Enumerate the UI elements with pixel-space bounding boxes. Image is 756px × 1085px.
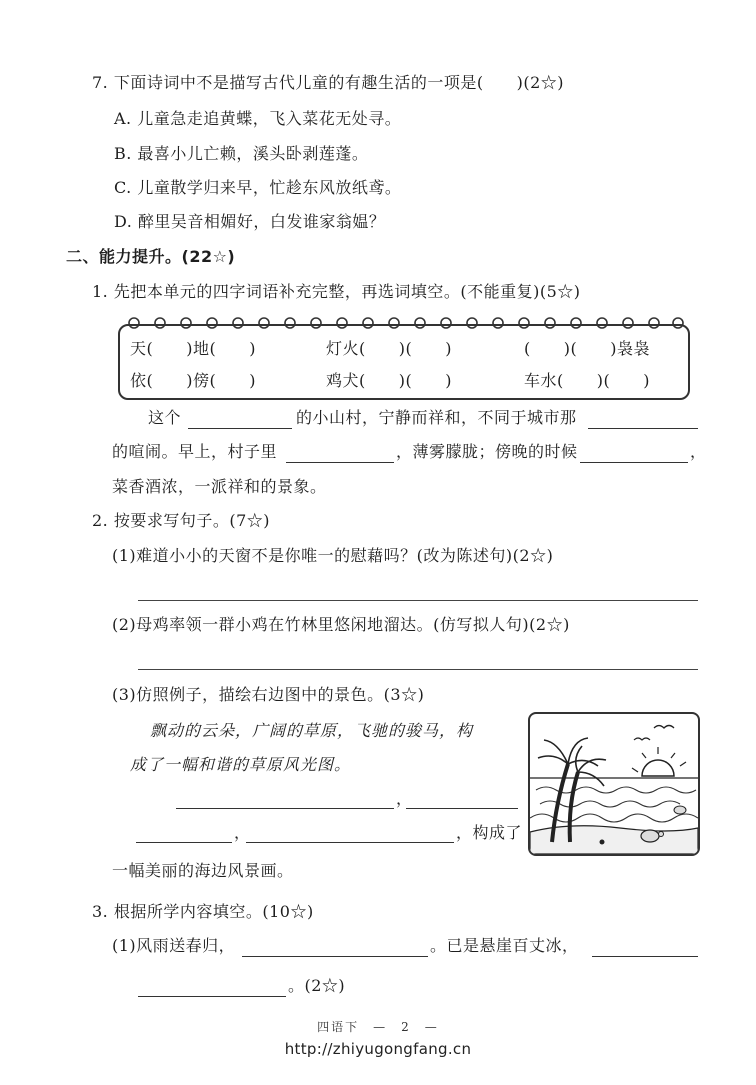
answer-line[interactable]	[176, 808, 394, 809]
answer-line[interactable]	[580, 462, 688, 463]
q2-end: 一幅美丽的海边风景画。	[112, 861, 294, 880]
q2-example: 飘动的云朵，广阔的草原，飞驰的骏马，构	[150, 721, 474, 740]
q2-comma: ，	[396, 789, 413, 808]
word-blank-2: 灯火( )( )	[326, 339, 452, 358]
answer-line[interactable]	[246, 842, 454, 843]
q1-para-text: 的喧闹。早上，村子里	[112, 442, 278, 461]
q3-sub1-text: 。已是悬崖百丈冰，	[430, 936, 579, 955]
spiral-rings-icon	[126, 314, 686, 332]
q7-option-a: A. 儿童急走追黄蝶，飞入菜花无处寻。	[114, 109, 402, 128]
word-blank-5: 鸡犬( )( )	[326, 371, 452, 390]
q3-stem: 3. 根据所学内容填空。(10☆)	[92, 902, 314, 921]
answer-line[interactable]	[136, 842, 232, 843]
answer-line[interactable]	[588, 428, 698, 429]
q2-sub1: (1)难道小小的天窗不是你唯一的慰藉吗？(改为陈述句)(2☆)	[112, 546, 554, 565]
q7-option-c: C. 儿童散学归来早，忙趁东风放纸鸢。	[114, 178, 402, 197]
spiral-binding	[126, 314, 686, 332]
q1-para-text: 的小山村，宁静而祥和，不同于城市那	[296, 408, 577, 427]
seaside-scene-icon	[530, 714, 698, 854]
q1-para-text: ，薄雾朦胧；傍晚的时候	[396, 442, 578, 461]
section-heading: 二、能力提升。(22☆)	[66, 247, 236, 266]
q2-tail: ，构成了	[456, 823, 523, 842]
seaside-illustration	[528, 712, 700, 856]
word-blank-1: 天( )地( )	[130, 339, 256, 358]
answer-line[interactable]	[406, 808, 518, 809]
q7-option-d: D. 醉里吴音相媚好，白发谁家翁媪？	[114, 212, 386, 231]
q3-sub1-text: 。(2☆)	[288, 976, 346, 995]
q2-sub2: (2)母鸡率领一群小鸡在竹林里悠闲地溜达。(仿写拟人句)(2☆)	[112, 615, 570, 634]
answer-line[interactable]	[242, 956, 428, 957]
q1-para-text: 这个	[148, 408, 182, 427]
answer-line[interactable]	[138, 996, 286, 997]
answer-line[interactable]	[286, 462, 394, 463]
q2-sub3: (3)仿照例子，描绘右边图中的景色。(3☆)	[112, 685, 425, 704]
q1-para-text: 菜香酒浓，一派祥和的景象。	[112, 477, 327, 496]
q3-sub1-text: (1)风雨送春归，	[112, 936, 236, 955]
q7-stem: 7. 下面诗词中不是描写古代儿童的有趣生活的一项是( )(2☆)	[92, 73, 565, 92]
answer-line[interactable]	[138, 600, 698, 601]
q1-para-text: ，	[690, 442, 707, 461]
answer-line[interactable]	[188, 428, 292, 429]
q1-stem: 1. 先把本单元的四字词语补充完整，再选词填空。(不能重复)(5☆)	[92, 282, 581, 301]
q2-stem: 2. 按要求写句子。(7☆)	[92, 511, 271, 530]
watermark-url: http://zhiyugongfang.cn	[284, 1040, 472, 1058]
answer-line[interactable]	[138, 669, 698, 670]
answer-line[interactable]	[592, 956, 698, 957]
word-blank-4: 依( )傍( )	[130, 371, 256, 390]
q2-example: 成了一幅和谐的草原风光图。	[130, 755, 352, 774]
q7-option-b: B. 最喜小儿亡赖，溪头卧剥莲蓬。	[114, 144, 369, 163]
page-footer: 四语下 — 2 —	[317, 1020, 439, 1034]
q2-comma: ，	[234, 823, 251, 842]
word-blank-3: ( )( )袅袅	[524, 339, 650, 358]
word-blank-6: 车水( )( )	[524, 371, 650, 390]
